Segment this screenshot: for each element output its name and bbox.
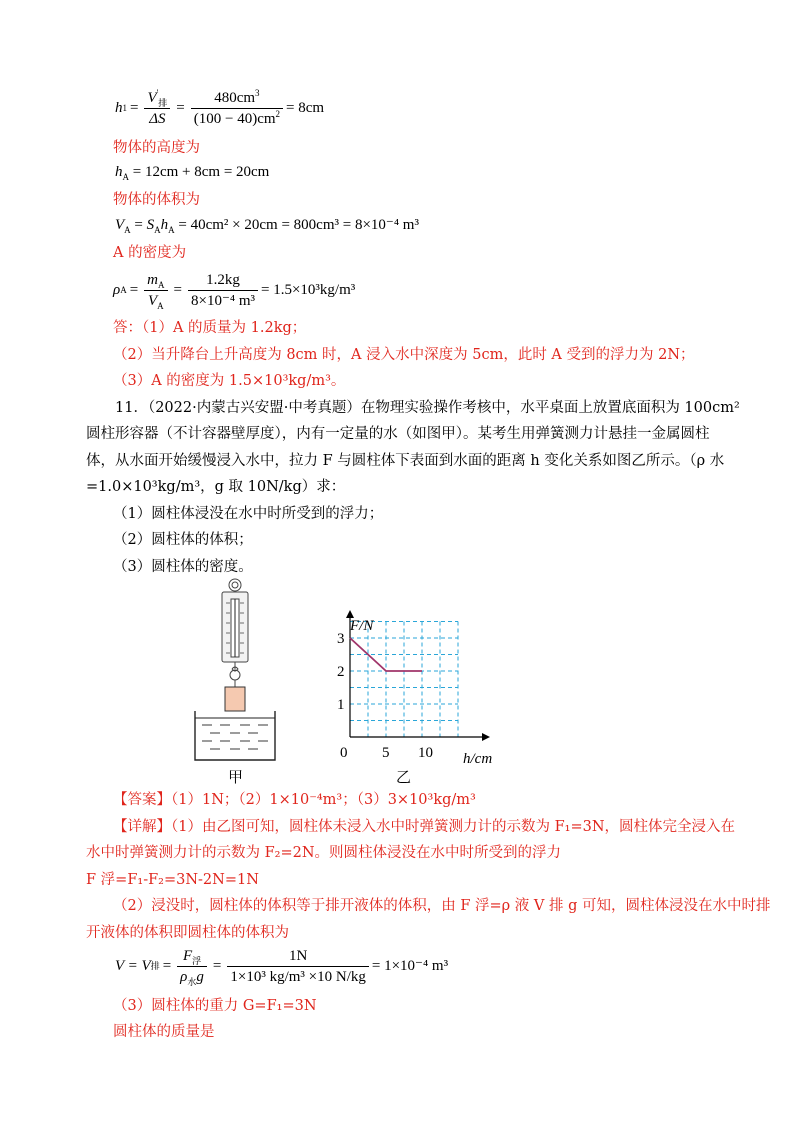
mass-label: 圆柱体的质量是	[113, 1024, 215, 1040]
y-tick-label: 2	[337, 664, 345, 680]
problem-line-2: 圆柱形容器（不计容器壁厚度），内有一定量的水（如图甲）。某考生用弹簧测力计悬挂一金属圆柱	[86, 426, 710, 442]
question-1: （1）圆柱体浸没在水中时所受到的浮力；	[113, 506, 384, 522]
question-2: （2）圆柱体的体积；	[113, 532, 253, 548]
metal-cylinder	[225, 687, 245, 711]
x-tick-label: 5	[382, 745, 390, 761]
density-label: A 的密度为	[113, 245, 187, 261]
x-axis-arrow-icon	[482, 733, 490, 741]
x-axis-label: h/cm	[463, 751, 493, 767]
figure-yi-caption: 乙	[396, 770, 412, 786]
answer-line-2: （2）当升降台上升高度为 8cm 时，A 浸入水中深度为 5cm，此时 A 受到的浮力为 2N；	[113, 347, 695, 363]
y-tick-label: 1	[337, 697, 345, 713]
gravity-line: （3）圆柱体的重力 G=F₁=3N	[113, 998, 317, 1014]
chart-grid	[350, 622, 458, 738]
x-tick-label: 10	[418, 745, 433, 761]
spring-scale-icon	[222, 579, 248, 687]
hA-equation: $h_A = 12cm + 8cm = 20cm$	[115, 164, 270, 182]
problem-line-4: =1.0×10³kg/m³，g 取 10N/kg）求：	[86, 479, 346, 495]
figure-yi-chart	[330, 610, 500, 790]
chart-ticks	[337, 631, 433, 761]
height-label: 物体的高度为	[113, 140, 200, 156]
y-axis-arrow-icon	[346, 610, 354, 618]
x-tick-label: 0	[340, 745, 348, 761]
detail-line-1: 【详解】（1）由乙图可知，圆柱体未浸入水中时弹簧测力计的示数为 F₁=3N，圆柱体完全浸入在	[113, 819, 736, 835]
density-equation: ρ A = $\frac{m_A}{V_A}$ = $\frac{1.2kg}{\text{8×10⁻⁴ m³}}$ = 1.5×10³kg/m³	[113, 271, 356, 311]
volume-label: 物体的体积为	[113, 192, 200, 208]
h1-equation: h 1 = $\frac{V'_排}{\Delta S}$ = $\frac{480cm^3}{(100 - 40)cm^2}$ = 8cm	[115, 87, 325, 127]
problem-line-3: 体，从水面开始缓慢浸入水中，拉力 F 与圆柱体下表面到水面的距离 h 变化关系如图乙所示。（ρ 水	[86, 453, 725, 469]
y-tick-label: 3	[337, 631, 345, 647]
water-surface	[195, 718, 275, 749]
y-axis-label: F/N	[350, 618, 374, 634]
answer-line-1: 答：（1）A 的质量为 1.2kg；	[113, 320, 307, 336]
volume-equation: V = V 排 = $\frac{F_浮}{\rho_水g}$ = $\frac{1N}{\text{1×10³ kg/m³ ×10 N/kg}}$ = 1×10⁻⁴ m³	[115, 947, 449, 987]
question-3: （3）圆柱体的密度。	[113, 559, 253, 575]
fraction-v-over-ds: $\frac{V'_排}{\Delta S}$	[144, 89, 170, 128]
detail-line-2: 水中时弹簧测力计的示数为 F₂=2N。则圆柱体浸没在水中时所受到的浮力	[86, 845, 562, 861]
figure-jia-caption: 甲	[228, 770, 244, 786]
problem-line-1: 11．（2022·内蒙古兴安盟·中考真题）在物理实验操作考核中，水平桌面上放置底面积为 100cm²	[115, 400, 740, 416]
detail-line-5: 开液体的体积即圆柱体的体积为	[86, 925, 289, 941]
figure-jia-spring-scale	[190, 575, 300, 790]
answer-line-3: （3）A 的密度为 1.5×10³kg/m³。	[113, 373, 346, 389]
detail-line-4: （2）浸没时，圆柱体的体积等于排开液体的体积，由 F 浮=ρ 液 V 排 g 可知，圆柱体浸没在水中时排	[113, 898, 771, 914]
answer-summary: 【答案】（1）1N；（2）1×10⁻⁴m³；（3）3×10³kg/m³	[113, 792, 476, 808]
VA-equation: $V_A = S_Ah_A = 40cm^2 \times 20cm = 800cm^3 = 8\times 10^{-4}$ m³	[115, 217, 419, 235]
fraction-480-over-60: $\frac{480cm^3}{(100 - 40)cm^2}$	[191, 89, 283, 128]
detail-line-3: F 浮=F₁-F₂=3N-2N=1N	[86, 872, 259, 888]
